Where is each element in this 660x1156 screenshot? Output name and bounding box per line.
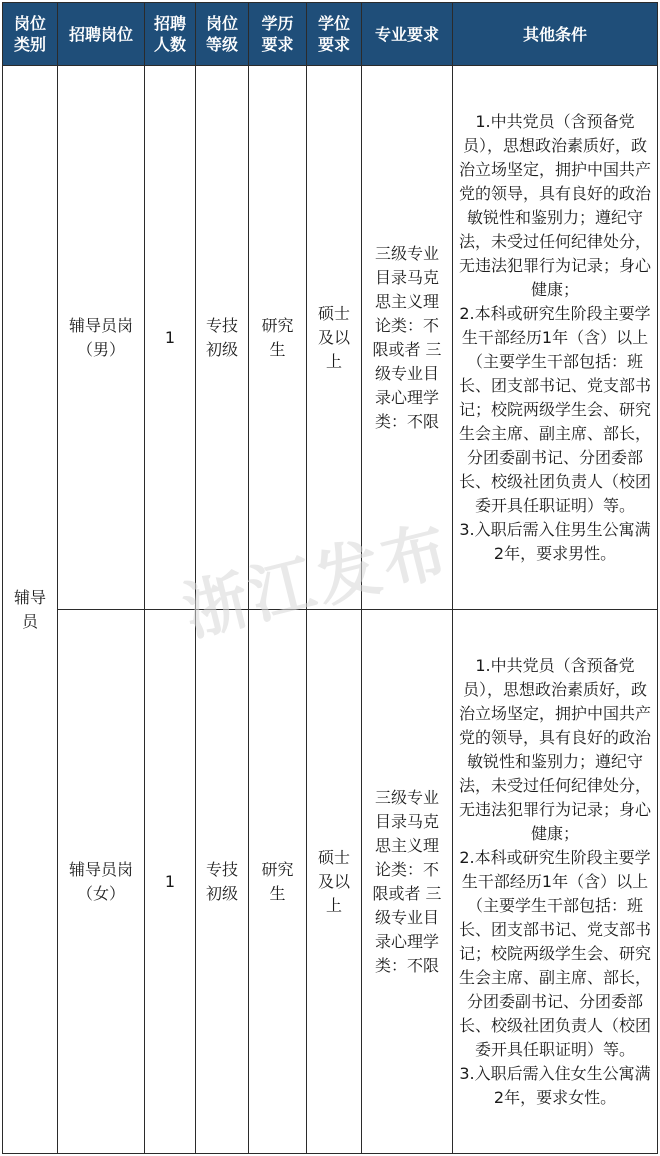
table-row	[3, 66, 658, 610]
header-position: 招聘岗位	[58, 3, 145, 66]
major-cell: 三级专业目录马克思主义理论类：不限或者 三级专业目录心理学类：不限	[362, 610, 453, 1154]
level-cell: 专技初级	[196, 66, 249, 610]
header-other: 其他条件	[453, 3, 658, 66]
recruitment-table	[2, 2, 658, 1154]
table-row	[3, 610, 658, 1154]
position-cell: 辅导员岗（男）	[58, 66, 145, 610]
education-cell: 研究生	[249, 610, 307, 1154]
count-cell: 1	[145, 66, 196, 610]
header-count: 招聘人数	[145, 3, 196, 66]
education-cell: 研究生	[249, 66, 307, 610]
header-category: 岗位类别	[3, 3, 58, 66]
condition-item: 2.本科或研究生阶段主要学生干部经历1年（含）以上（主要学生干部包括：班长、团支部书记、党支部书记；校院两级学生会、研究生会主席、副主席、部长，分团委副书记、分团委部长、校级社团负责人（校团委开具任职证明）等。	[458, 847, 651, 1059]
condition-item: 1.中共党员（含预备党员），思想政治素质好，政治立场坚定，拥护中国共产党的领导，具有良好的政治敏锐性和鉴别力；遵纪守法，未受过任何纪律处分，无违法犯罪行为记录；身心健康；	[458, 111, 651, 299]
header-major: 专业要求	[362, 3, 453, 66]
count-cell: 1	[145, 610, 196, 1154]
header-degree: 学位要求	[307, 3, 362, 66]
header-row	[3, 3, 658, 66]
degree-cell: 硕士及以上	[307, 66, 362, 610]
condition-item: 2.本科或研究生阶段主要学生干部经历1年（含）以上（主要学生干部包括：班长、团支部书记、党支部书记；校院两级学生会、研究生会主席、副主席、部长，分团委副书记、分团委部长、校级社团负责人（校团委开具任职证明）等。	[458, 303, 651, 515]
category-cell: 辅导员	[3, 66, 58, 1154]
degree-cell: 硕士及以上	[307, 610, 362, 1154]
watermark: 浙江发布	[176, 512, 459, 651]
header-education: 学历要求	[249, 3, 307, 66]
condition-item: 3.入职后需入住男生公寓满2年，要求男性。	[459, 519, 651, 563]
other-conditions-cell	[453, 66, 658, 610]
position-cell: 辅导员岗（女）	[58, 610, 145, 1154]
condition-item: 3.入职后需入住女生公寓满2年，要求女性。	[459, 1063, 651, 1107]
level-cell: 专技初级	[196, 610, 249, 1154]
condition-item: 1.中共党员（含预备党员），思想政治素质好，政治立场坚定，拥护中国共产党的领导，具有良好的政治敏锐性和鉴别力；遵纪守法，未受过任何纪律处分，无违法犯罪行为记录；身心健康；	[458, 655, 651, 843]
major-cell: 三级专业目录马克思主义理论类：不限或者 三级专业目录心理学类：不限	[362, 66, 453, 610]
other-conditions-cell	[453, 610, 658, 1154]
header-level: 岗位等级	[196, 3, 249, 66]
